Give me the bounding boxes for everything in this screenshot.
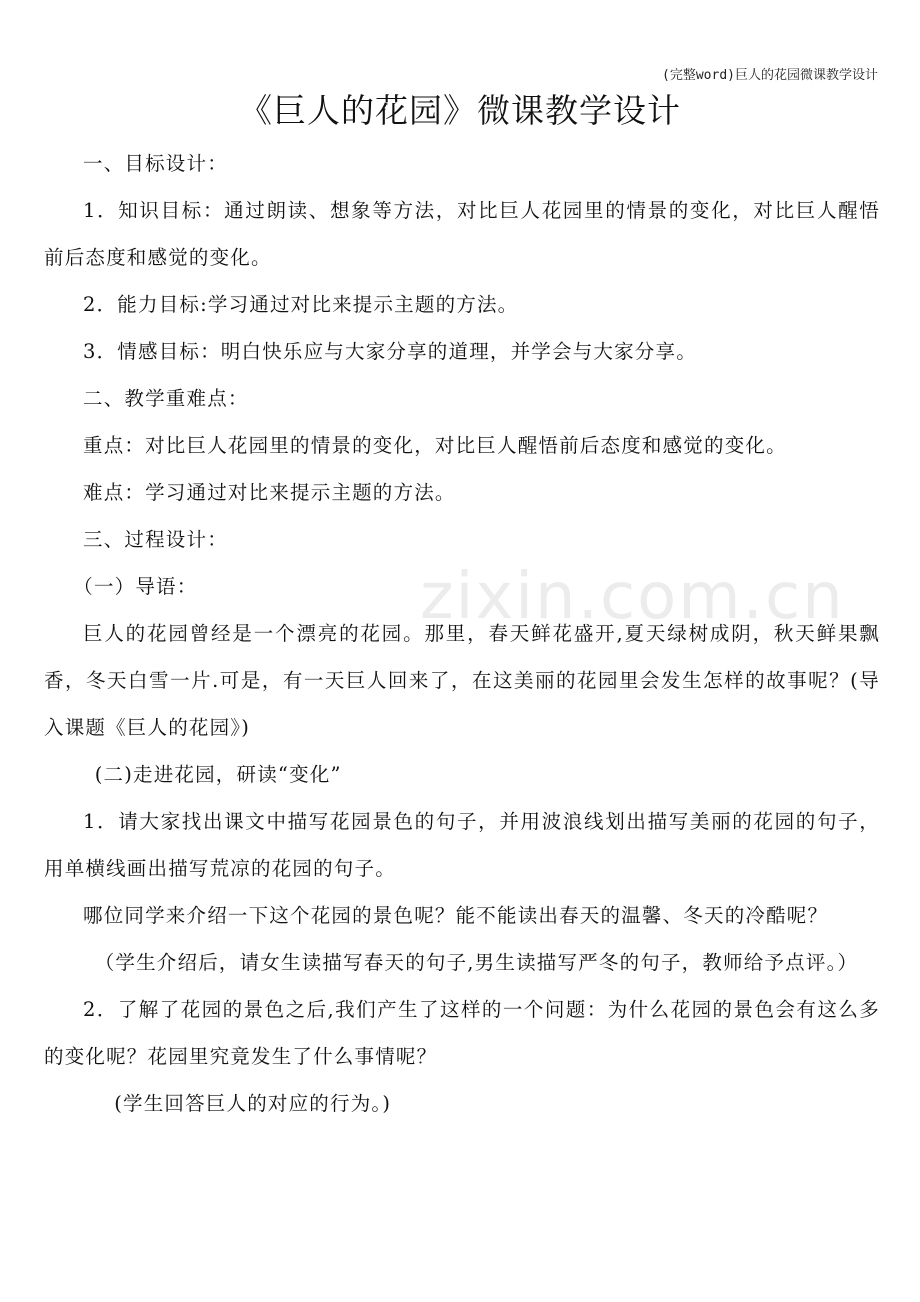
paragraph-emotion-goal: 3．情感目标：明白快乐应与大家分享的道理，并学会与大家分享。 bbox=[83, 340, 697, 363]
paragraph-knowledge-goal: 1．知识目标：通过朗读、想象等方法，对比巨人花园里的情景的变化，对比巨人醒悟前后态度和感觉的变化。 bbox=[44, 199, 880, 269]
section-heading-goals: 一、目标设计： bbox=[83, 152, 228, 175]
section-heading-key-points: 二、教学重难点： bbox=[83, 387, 249, 410]
paragraph-step-1: 1．请大家找出课文中描写花园景色的句子，并用波浪线划出描写美丽的花园的句子，用单横线画出描写荒凉的花园的句子。 bbox=[44, 810, 880, 880]
section-heading-process: 三、过程设计： bbox=[83, 528, 228, 551]
subsection-heading-garden: (二)走进花园，研读“变化” bbox=[94, 763, 342, 786]
paragraph-ability-goal: 2．能力目标:学习通过对比来提示主题的方法。 bbox=[83, 293, 519, 316]
paragraph-step-2: 2．了解了花园的景色之后,我们产生了这样的一个问题：为什么花园的景色会有这么多的变化呢？花园里究竟发生了什么事情呢？ bbox=[44, 998, 880, 1068]
watermark: zixin.com.cn bbox=[420, 560, 845, 634]
paragraph-student-reading: （学生介绍后，请女生读描写春天的句子,男生读描写严冬的句子，教师给予点评。） bbox=[94, 951, 859, 974]
subsection-heading-intro: （一）导语： bbox=[73, 575, 198, 598]
paragraph-student-answer: (学生回答巨人的对应的行为。) bbox=[114, 1092, 392, 1115]
document-title: 《巨人的花园》微课教学设计 bbox=[239, 91, 681, 130]
paragraph-intro: 巨人的花园曾经是一个漂亮的花园。那里，春天鲜花盛开,夏天绿树成阴，秋天鲜果飘香，冬天白雪一片.可是，有一天巨人回来了，在这美丽的花园里会发生怎样的故事呢？(导入课题《巨人的花园》) bbox=[44, 622, 880, 739]
paragraph-question: 哪位同学来介绍一下这个花园的景色呢？能不能读出春天的温馨、冬天的冷酷呢？ bbox=[83, 904, 829, 927]
paragraph-key-point: 重点：对比巨人花园里的情景的变化，对比巨人醒悟前后态度和感觉的变化。 bbox=[83, 434, 787, 457]
running-header: (完整word)巨人的花园微课教学设计 bbox=[662, 68, 878, 83]
paragraph-difficult-point: 难点：学习通过对比来提示主题的方法。 bbox=[83, 481, 456, 504]
document-body bbox=[44, 140, 880, 1127]
